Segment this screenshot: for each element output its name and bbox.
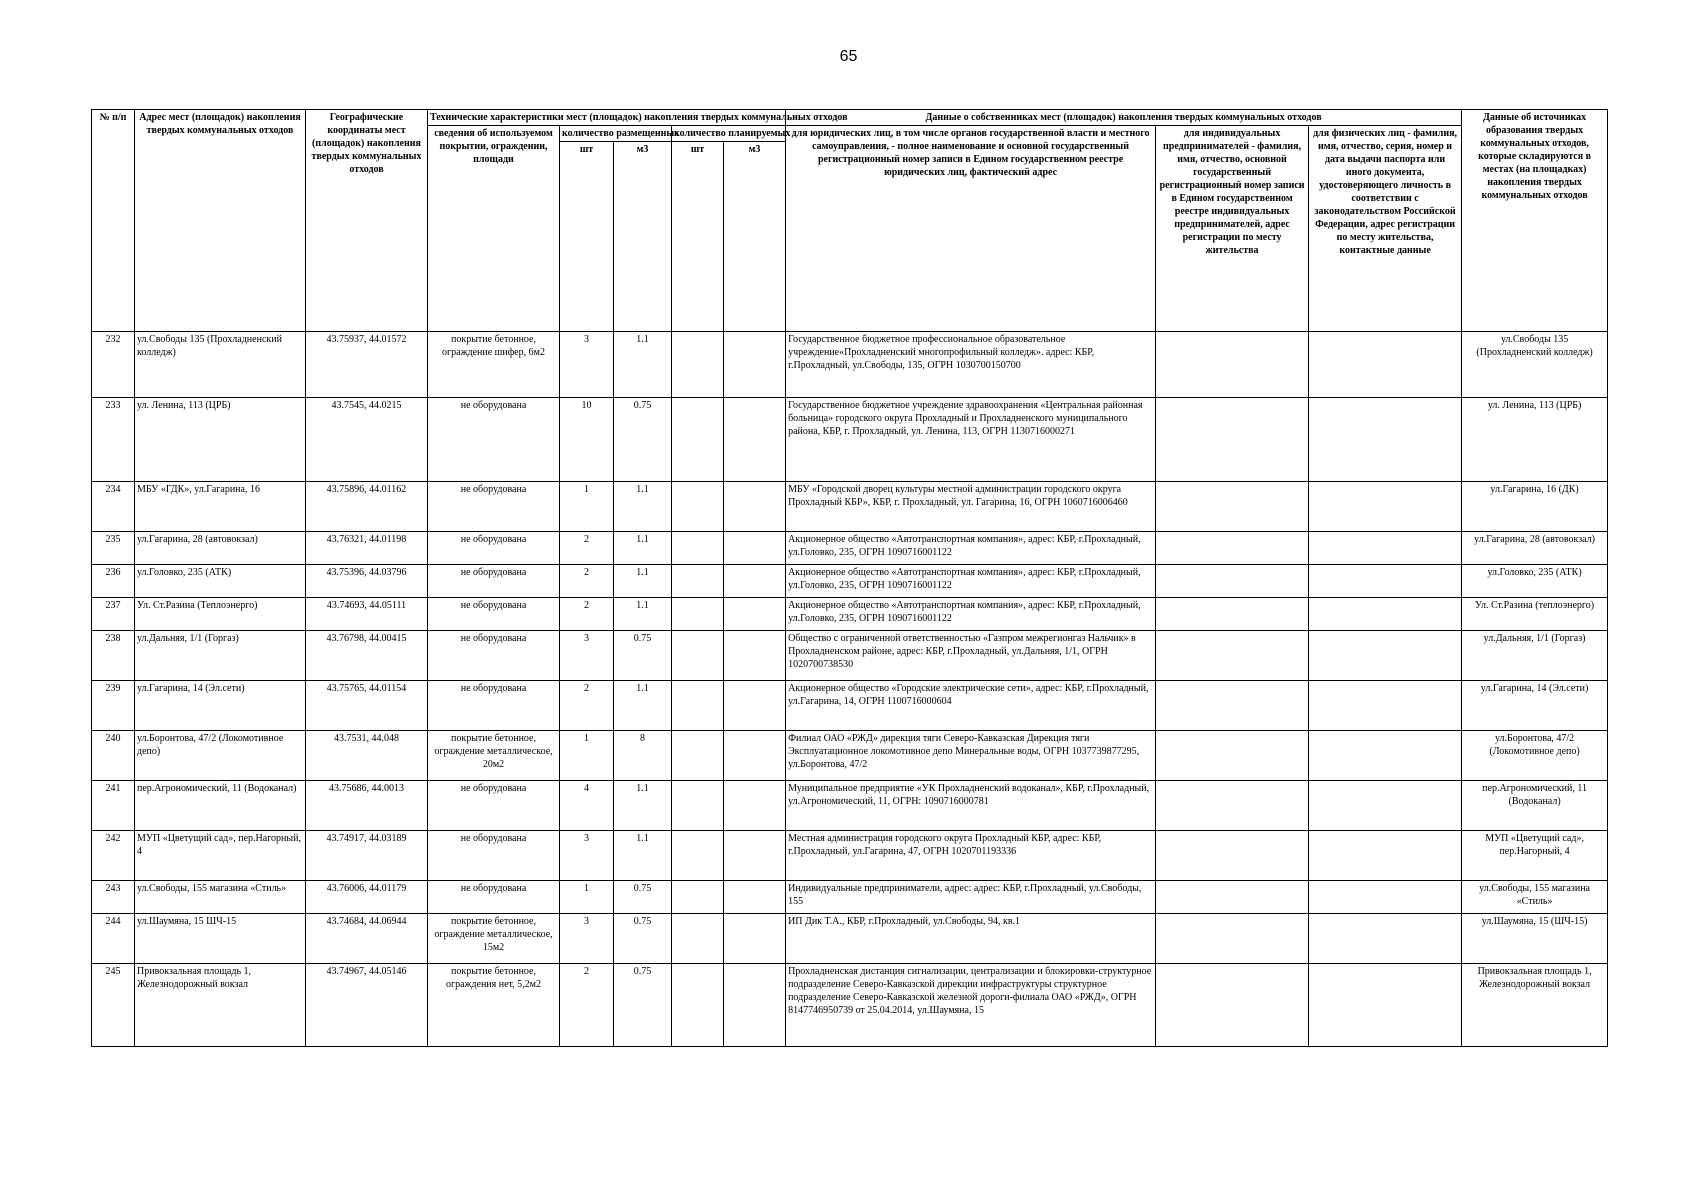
row-ip: [1156, 398, 1309, 482]
row-m3: 0.75: [614, 964, 672, 1047]
row-surface: не оборудована: [428, 631, 560, 681]
row-num: 237: [92, 598, 135, 631]
row-phys: [1309, 731, 1462, 781]
row-source: ул.Свободы, 155 магазина «Стиль»: [1462, 881, 1608, 914]
row-pcs: 1: [560, 881, 614, 914]
row-surface: не оборудована: [428, 598, 560, 631]
row-surface: не оборудована: [428, 831, 560, 881]
table-row: [92, 914, 1608, 964]
row-coords: 43.75765, 44.01154: [306, 681, 428, 731]
row-coords: 43.74693, 44.05111: [306, 598, 428, 631]
header-pcs: шт: [560, 142, 614, 332]
header-surface: сведения об используемом покрытии, ограждении, площади: [428, 126, 560, 332]
row-pcs-planned: [672, 631, 724, 681]
row-pcs: 10: [560, 398, 614, 482]
row-legal: Прохладненская дистанция сигнализации, централизации и блокировки-структурное подразделение Северо-Кавказской дирекции инфраструктуры структурное подразделение Северо-Кавказской железной дороги-филиала ОАО «РЖД», ОГРН 8147746950739 от 25.04.2014, ул.Шаумяна, 15: [786, 964, 1156, 1047]
table-row: [92, 964, 1608, 1047]
row-coords: 43.76321, 44.01198: [306, 532, 428, 565]
table-row: [92, 332, 1608, 398]
row-address: ул.Головко, 235 (АТК): [135, 565, 306, 598]
row-phys: [1309, 532, 1462, 565]
row-num: 233: [92, 398, 135, 482]
header-qty-planned: количество планируемых: [672, 126, 786, 142]
row-address: ул.Дальняя, 1/1 (Горгаз): [135, 631, 306, 681]
row-coords: 43.75896, 44.01162: [306, 482, 428, 532]
row-ip: [1156, 332, 1309, 398]
row-legal: ИП Дик Т.А., КБР, г.Прохладный, ул.Свободы, 94, кв.1: [786, 914, 1156, 964]
row-phys: [1309, 565, 1462, 598]
row-pcs: 2: [560, 964, 614, 1047]
row-m3-planned: [724, 914, 786, 964]
table-row: [92, 398, 1608, 482]
row-coords: 43.74917, 44.03189: [306, 831, 428, 881]
row-surface: покрытие бетонное, ограждения нет, 5,2м2: [428, 964, 560, 1047]
row-pcs-planned: [672, 482, 724, 532]
row-address: МУП «Цветущий сад», пер.Нагорный, 4: [135, 831, 306, 881]
row-pcs: 2: [560, 565, 614, 598]
row-legal: Акционерное общество «Автотранспортная компания», адрес: КБР, г.Прохладный, ул.Головко, 235, ОГРН 1090716001122: [786, 598, 1156, 631]
table-row: [92, 631, 1608, 681]
row-address: ул. Ленина, 113 (ЦРБ): [135, 398, 306, 482]
row-phys: [1309, 482, 1462, 532]
row-pcs-planned: [672, 881, 724, 914]
header-sources: Данные об источниках образования твердых коммунальных отходов, которые складируются в местах (на площадках) накопления твердых коммунальных отходов: [1462, 110, 1608, 332]
row-legal: Акционерное общество «Автотранспортная компания», адрес: КБР, г.Прохладный, ул.Головко, 235, ОГРН 1090716001122: [786, 565, 1156, 598]
table-row: [92, 532, 1608, 565]
row-surface: покрытие бетонное, ограждение металлическое, 15м2: [428, 914, 560, 964]
row-pcs-planned: [672, 914, 724, 964]
row-m3-planned: [724, 631, 786, 681]
row-m3: 0.75: [614, 914, 672, 964]
row-source: ул. Ленина, 113 (ЦРБ): [1462, 398, 1608, 482]
row-address: пер.Агрономический, 11 (Водоканал): [135, 781, 306, 831]
row-legal: Индивидуальные предприниматели, адрес: адрес: КБР, г.Прохладный, ул.Свободы, 155: [786, 881, 1156, 914]
row-coords: 43.7531, 44.048: [306, 731, 428, 781]
row-m3: 1.1: [614, 831, 672, 881]
header-phys: для физических лиц - фамилия, имя, отчество, серия, номер и дата выдачи паспорта или иного документа, удостоверяющего личность в соответствии с законодательством Российской Федерации, адрес регистрации по месту жительства, контактные данные: [1309, 126, 1462, 332]
row-source: пер.Агрономический, 11 (Водоканал): [1462, 781, 1608, 831]
row-m3-planned: [724, 598, 786, 631]
row-legal: Государственное бюджетное учреждение здравоохранения «Центральная районная больница» городского округа Прохладный и Прохладненского муниципального района, КБР, г. Прохладный, ул. Ленина, 113, ОГРН 1130716000271: [786, 398, 1156, 482]
row-num: 241: [92, 781, 135, 831]
row-num: 234: [92, 482, 135, 532]
row-m3-planned: [724, 532, 786, 565]
row-address: ул.Свободы 135 (Прохладненский колледж): [135, 332, 306, 398]
row-num: 240: [92, 731, 135, 781]
row-pcs: 4: [560, 781, 614, 831]
row-address: ул.Свободы, 155 магазина «Стиль»: [135, 881, 306, 914]
row-phys: [1309, 598, 1462, 631]
row-coords: 43.7545, 44.0215: [306, 398, 428, 482]
row-legal: Акционерное общество «Городские электрические сети», адрес: КБР, г.Прохладный, ул.Гагарина, 14, ОГРН 1100716000604: [786, 681, 1156, 731]
row-m3: 0.75: [614, 881, 672, 914]
row-num: 244: [92, 914, 135, 964]
row-coords: 43.74684, 44.06944: [306, 914, 428, 964]
row-source: ул.Гагарина, 16 (ДК): [1462, 482, 1608, 532]
table-row: [92, 598, 1608, 631]
row-legal: Муниципальное предприятие «УК Прохладненский водоканал», КБР, г.Прохладный, ул.Агрономический, 11, ОГРН: 1090716000781: [786, 781, 1156, 831]
row-phys: [1309, 781, 1462, 831]
row-address: ул.Боронтова, 47/2 (Локомотивное депо): [135, 731, 306, 781]
row-source: ул.Свободы 135 (Прохладненский колледж): [1462, 332, 1608, 398]
row-m3-planned: [724, 332, 786, 398]
row-coords: 43.75686, 44.0013: [306, 781, 428, 831]
row-m3-planned: [724, 781, 786, 831]
row-legal: Местная администрация городского округа Прохладный КБР, адрес: КБР, г.Прохладный, ул.Гагарина, 47, ОГРН 1020701193336: [786, 831, 1156, 881]
row-m3: 8: [614, 731, 672, 781]
row-m3: 1.1: [614, 482, 672, 532]
row-ip: [1156, 964, 1309, 1047]
row-pcs-planned: [672, 681, 724, 731]
row-surface: не оборудована: [428, 565, 560, 598]
row-pcs-planned: [672, 565, 724, 598]
table-row: [92, 831, 1608, 881]
row-phys: [1309, 398, 1462, 482]
row-pcs: 2: [560, 681, 614, 731]
row-phys: [1309, 964, 1462, 1047]
row-pcs: 1: [560, 731, 614, 781]
row-m3-planned: [724, 398, 786, 482]
row-pcs: 2: [560, 532, 614, 565]
header-address: Адрес мест (площадок) накопления твердых коммунальных отходов: [135, 110, 306, 332]
row-pcs-planned: [672, 964, 724, 1047]
row-ip: [1156, 482, 1309, 532]
row-m3-planned: [724, 831, 786, 881]
row-pcs: 3: [560, 831, 614, 881]
row-source: ул.Шаумяна, 15 (ШЧ-15): [1462, 914, 1608, 964]
row-m3: 0.75: [614, 631, 672, 681]
row-ip: [1156, 781, 1309, 831]
table-row: [92, 731, 1608, 781]
row-legal: Акционерное общество «Автотранспортная компания», адрес: КБР, г.Прохладный, ул.Головко, 235, ОГРН 1090716001122: [786, 532, 1156, 565]
row-m3-planned: [724, 565, 786, 598]
row-phys: [1309, 332, 1462, 398]
row-m3: 1.1: [614, 681, 672, 731]
row-surface: покрытие бетонное, ограждение шифер, 6м2: [428, 332, 560, 398]
row-num: 242: [92, 831, 135, 881]
row-m3: 1.1: [614, 532, 672, 565]
header-ip: для индивидуальных предпринимателей - фамилия, имя, отчество, основной государственный регистрационный номер записи в Едином государственном реестре индивидуальных предпринимателей, адрес регистрации по месту жительства: [1156, 126, 1309, 332]
row-m3-planned: [724, 731, 786, 781]
row-pcs: 1: [560, 482, 614, 532]
waste-sites-table: [91, 109, 1608, 1047]
row-ip: [1156, 565, 1309, 598]
header-num: № п/п: [92, 110, 135, 332]
header-qty-placed: количество размещенных: [560, 126, 672, 142]
row-num: 238: [92, 631, 135, 681]
row-address: Привокзальная площадь 1, Железнодорожный вокзал: [135, 964, 306, 1047]
row-surface: не оборудована: [428, 398, 560, 482]
row-pcs: 3: [560, 332, 614, 398]
row-ip: [1156, 914, 1309, 964]
row-coords: 43.76798, 44.00415: [306, 631, 428, 681]
row-ip: [1156, 532, 1309, 565]
row-phys: [1309, 831, 1462, 881]
row-surface: не оборудована: [428, 881, 560, 914]
row-ip: [1156, 731, 1309, 781]
row-source: Ул. Ст.Разина (теплоэнерго): [1462, 598, 1608, 631]
row-surface: покрытие бетонное, ограждение металлическое, 20м2: [428, 731, 560, 781]
row-num: 236: [92, 565, 135, 598]
table-row: [92, 781, 1608, 831]
row-num: 235: [92, 532, 135, 565]
row-m3: 1.1: [614, 565, 672, 598]
row-address: МБУ «ГДК», ул.Гагарина, 16: [135, 482, 306, 532]
row-m3-planned: [724, 681, 786, 731]
row-pcs-planned: [672, 532, 724, 565]
row-surface: не оборудована: [428, 532, 560, 565]
table-row: [92, 881, 1608, 914]
row-address: ул.Гагарина, 14 (Эл.сети): [135, 681, 306, 731]
row-source: ул.Головко, 235 (АТК): [1462, 565, 1608, 598]
row-num: 239: [92, 681, 135, 731]
row-surface: не оборудована: [428, 781, 560, 831]
row-surface: не оборудована: [428, 482, 560, 532]
header-legal: для юридических лиц, в том числе органов государственной власти и местного самоуправления, - полное наименование и основной государственный регистрационный номер записи в Едином государственном реестре юридических лиц, фактический адрес: [786, 126, 1156, 332]
row-pcs-planned: [672, 831, 724, 881]
row-phys: [1309, 681, 1462, 731]
row-ip: [1156, 681, 1309, 731]
row-source: МУП «Цветущий сад», пер.Нагорный, 4: [1462, 831, 1608, 881]
row-pcs-planned: [672, 598, 724, 631]
header-owners: Данные о собственниках мест (площадок) накопления твердых коммунальных отходов: [786, 110, 1462, 126]
row-legal: Филиал ОАО «РЖД» дирекция тяги Северо-Кавказская Дирекция тяги Эксплуатационное локомотивное депо Минеральные воды, ОГРН 1037739877295, ул.Боронтова, 47/2: [786, 731, 1156, 781]
row-ip: [1156, 631, 1309, 681]
row-num: 245: [92, 964, 135, 1047]
row-m3-planned: [724, 881, 786, 914]
table-row: [92, 681, 1608, 731]
row-source: ул.Гагарина, 14 (Эл.сети): [1462, 681, 1608, 731]
row-num: 232: [92, 332, 135, 398]
row-pcs: 2: [560, 598, 614, 631]
row-coords: 43.76006, 44.01179: [306, 881, 428, 914]
row-pcs: 3: [560, 631, 614, 681]
row-source: Привокзальная площадь 1, Железнодорожный вокзал: [1462, 964, 1608, 1047]
header-pcs-planned: шт: [672, 142, 724, 332]
row-pcs-planned: [672, 398, 724, 482]
row-source: ул.Боронтова, 47/2 (Локомотивное депо): [1462, 731, 1608, 781]
row-pcs-planned: [672, 332, 724, 398]
row-source: ул.Гагарина, 28 (автовокзал): [1462, 532, 1608, 565]
row-phys: [1309, 914, 1462, 964]
table-row: [92, 482, 1608, 532]
row-pcs-planned: [672, 781, 724, 831]
row-coords: 43.75396, 44.03796: [306, 565, 428, 598]
row-ip: [1156, 831, 1309, 881]
header-coords: Географические координаты мест (площадок) накопления твердых коммунальных отходов: [306, 110, 428, 332]
row-pcs-planned: [672, 731, 724, 781]
row-m3-planned: [724, 482, 786, 532]
row-surface: не оборудована: [428, 681, 560, 731]
row-m3: 0.75: [614, 398, 672, 482]
header-m3: м3: [614, 142, 672, 332]
row-coords: 43.74967, 44.05146: [306, 964, 428, 1047]
row-phys: [1309, 881, 1462, 914]
row-legal: МБУ «Городской дворец культуры местной администрации городского округа Прохладный КБР», КБР, г. Прохладный, ул. Гагарина, 16, ОГРН 1060716006460: [786, 482, 1156, 532]
row-source: ул.Дальняя, 1/1 (Горгаз): [1462, 631, 1608, 681]
row-ip: [1156, 881, 1309, 914]
row-address: Ул. Ст.Разина (Теплоэнерго): [135, 598, 306, 631]
row-legal: Государственное бюджетное профессиональное образовательное учреждение«Прохладненский многопрофильный колледж». адрес: КБР, г.Прохладный, ул.Свободы, 135, ОГРН 1030700150700: [786, 332, 1156, 398]
row-ip: [1156, 598, 1309, 631]
row-coords: 43.75937, 44.01572: [306, 332, 428, 398]
page-number: 65: [839, 48, 858, 65]
row-phys: [1309, 631, 1462, 681]
table-row: [92, 565, 1608, 598]
row-m3-planned: [724, 964, 786, 1047]
row-pcs: 3: [560, 914, 614, 964]
row-m3: 1.1: [614, 598, 672, 631]
row-legal: Общество с ограниченной ответственностью «Газпром межрегионгаз Нальчик» в Прохладненском районе, адрес: КБР, г.Прохладный, ул.Дальняя, 1/1, ОГРН 1020700738530: [786, 631, 1156, 681]
header-tech: Технические характеристики мест (площадок) накопления твердых коммунальных отходов: [428, 110, 786, 126]
row-address: ул.Гагарина, 28 (автовокзал): [135, 532, 306, 565]
row-m3: 1.1: [614, 332, 672, 398]
row-m3: 1.1: [614, 781, 672, 831]
row-address: ул.Шаумяна, 15 ШЧ-15: [135, 914, 306, 964]
row-num: 243: [92, 881, 135, 914]
header-m3-planned: м3: [724, 142, 786, 332]
